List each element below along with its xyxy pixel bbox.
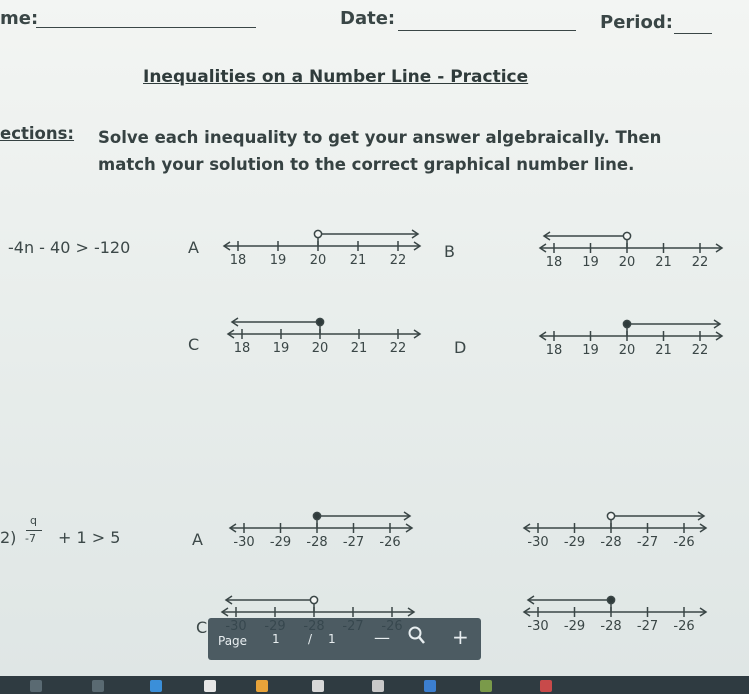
tick-label: -30: [233, 535, 255, 550]
tick-label: -27: [636, 619, 659, 634]
tick-label: 22: [389, 341, 407, 356]
taskbar-app-icon[interactable]: [540, 680, 552, 692]
p1-option-a-label: A: [188, 238, 199, 257]
p2-option-d-number-line: [522, 592, 708, 638]
tick-label: 21: [655, 255, 672, 270]
problem-2-frac-bar: [26, 530, 42, 531]
period-label: Period:: [600, 12, 673, 33]
period-blank: [674, 33, 712, 34]
directions-line-1: Solve each inequality to get your answer algebraically. Then: [98, 128, 662, 147]
tick-label: 20: [311, 341, 329, 356]
p1-option-a-number-line: [222, 226, 422, 272]
tick-label: -27: [342, 535, 365, 550]
tick-label: 18: [229, 253, 247, 268]
p1-option-b-label: B: [444, 242, 455, 261]
open-circle-point: [314, 230, 321, 237]
problem-2-frac-numerator: q: [30, 514, 37, 527]
zoom-out-button[interactable]: —: [374, 628, 390, 647]
p2-option-a-label: A: [192, 530, 203, 549]
tick-label: 20: [618, 255, 636, 270]
p1-option-d-number-line: [538, 316, 724, 364]
tick-label: -28: [600, 535, 622, 550]
tick-label: 19: [582, 343, 599, 358]
tick-label: 19: [272, 341, 290, 356]
taskbar-folder-icon[interactable]: [256, 680, 268, 692]
page-current-number[interactable]: 1: [272, 632, 280, 646]
tick-label: -26: [379, 535, 401, 550]
tick-label: 19: [269, 253, 287, 268]
tick-label: -26: [673, 619, 695, 634]
page-separator: /: [308, 632, 313, 646]
p1-option-b-number-line: [538, 228, 724, 274]
tick-label: -29: [269, 535, 292, 550]
taskbar-app-icon[interactable]: [30, 680, 42, 692]
closed-circle-point: [607, 596, 614, 603]
tick-label: 18: [545, 343, 563, 358]
tick-label: 22: [691, 343, 709, 358]
p2-option-c-label: C: [196, 618, 208, 637]
taskbar-app-icon[interactable]: [372, 680, 384, 692]
tick-label: -26: [673, 535, 695, 550]
tick-label: 21: [349, 253, 367, 268]
open-circle-point: [623, 232, 630, 239]
tick-label: 22: [389, 253, 407, 268]
directions-line-2: match your solution to the correct graphical number line.: [98, 155, 635, 174]
tick-label: 18: [233, 341, 251, 356]
date-blank: [398, 30, 576, 31]
tick-label: 20: [618, 343, 636, 358]
name-blank: [36, 27, 256, 28]
p1-option-c-label: C: [188, 335, 200, 354]
taskbar-app-icon[interactable]: [92, 680, 104, 692]
pdf-viewer-toolbar: [208, 618, 481, 660]
tick-label: 18: [545, 255, 563, 270]
closed-circle-point: [316, 318, 323, 325]
p2-option-a-number-line: [228, 508, 414, 554]
tick-label: -27: [636, 535, 659, 550]
taskbar-app-icon[interactable]: [480, 680, 492, 692]
name-label: me:: [0, 8, 39, 29]
page-title: Inequalities on a Number Line - Practice: [143, 67, 529, 87]
date-label: Date:: [340, 8, 396, 29]
tick-label: 21: [655, 343, 672, 358]
tick-label: -30: [527, 619, 549, 634]
zoom-in-button[interactable]: +: [452, 625, 469, 649]
problem-2-number: 2): [0, 528, 17, 547]
p1-option-c-number-line: [226, 314, 422, 362]
page-label: Page: [218, 634, 248, 648]
tick-label: -29: [563, 535, 586, 550]
tick-label: -30: [527, 535, 549, 550]
directions-label: ections:: [0, 124, 75, 143]
tick-label: -29: [563, 619, 586, 634]
p2-option-b-number-line: [522, 508, 708, 554]
tick-label: 20: [309, 253, 327, 268]
page-total: 1: [328, 632, 336, 646]
taskbar: [0, 676, 749, 694]
problem-1-inequality: -4n - 40 > -120: [8, 238, 131, 257]
closed-circle-point: [623, 320, 630, 327]
problem-2-rest: + 1 > 5: [58, 528, 121, 547]
tick-label: 21: [350, 341, 368, 356]
tick-label: -28: [306, 535, 328, 550]
tick-label: 22: [691, 255, 709, 270]
zoom-magnifier-icon[interactable]: [408, 626, 426, 649]
taskbar-app-icon[interactable]: [150, 680, 162, 692]
closed-circle-point: [313, 512, 320, 519]
taskbar-app-icon[interactable]: [424, 680, 436, 692]
tick-label: 19: [582, 255, 599, 270]
tick-label: -28: [600, 619, 622, 634]
taskbar-app-icon[interactable]: [312, 680, 324, 692]
problem-2-frac-denominator: -7: [25, 532, 36, 545]
p1-option-d-label: D: [454, 338, 467, 357]
taskbar-app-icon[interactable]: [204, 680, 216, 692]
open-circle-point: [310, 596, 317, 603]
open-circle-point: [607, 512, 614, 519]
